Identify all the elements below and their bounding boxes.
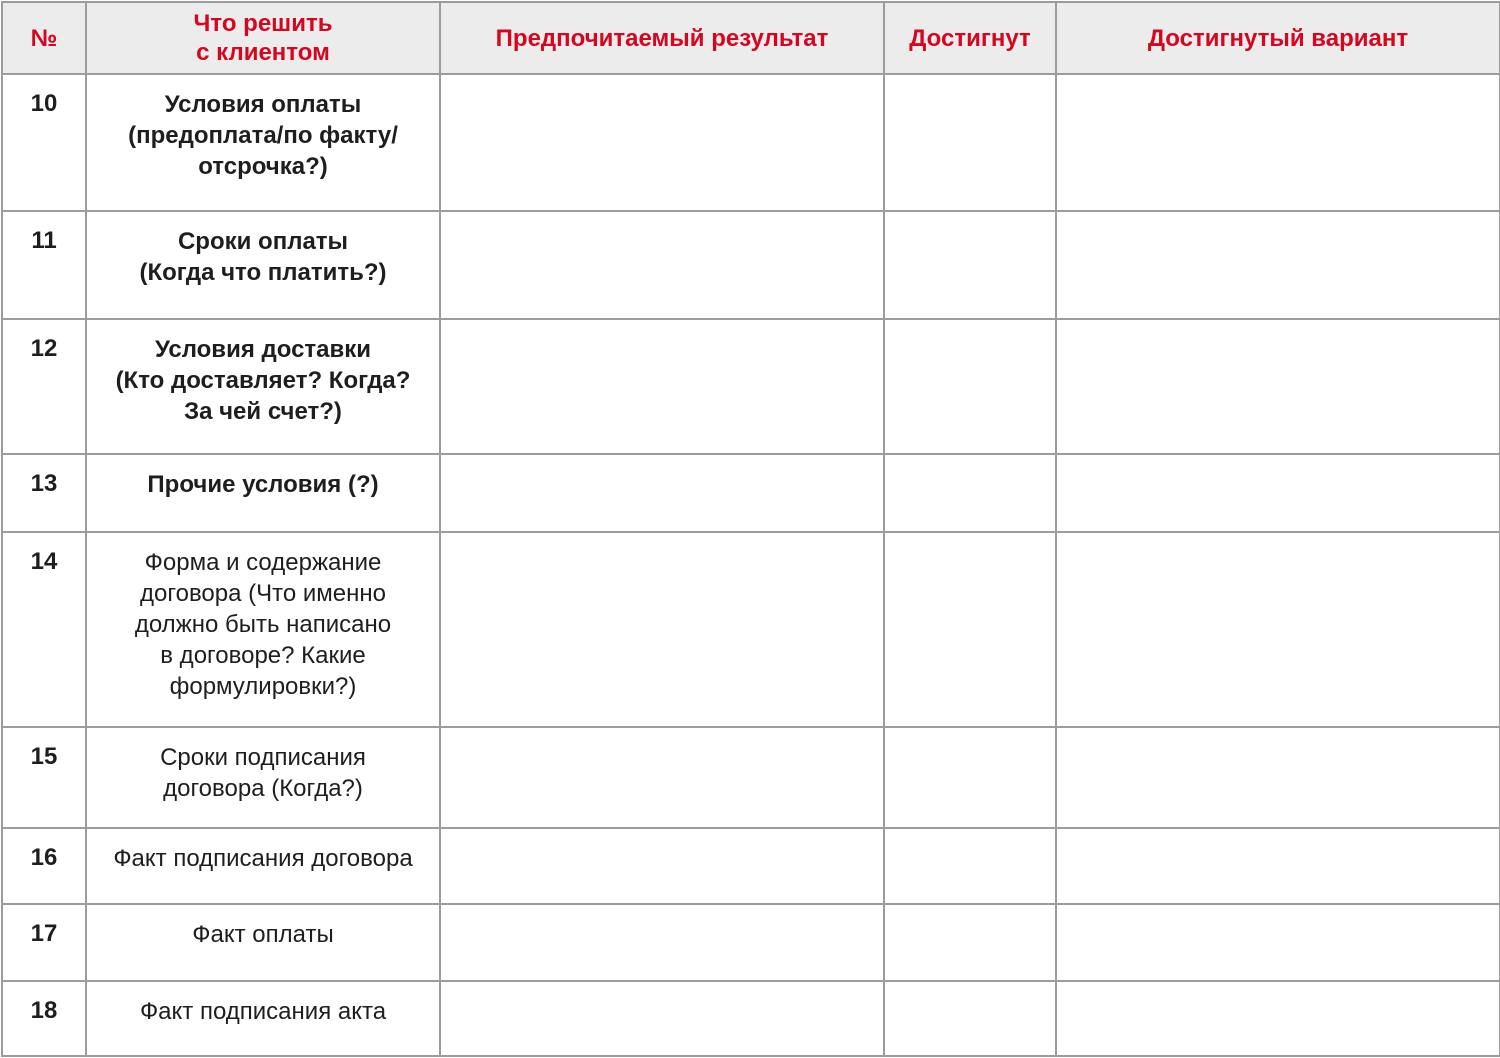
achieved-variant-cell[interactable] [1056, 211, 1500, 319]
achieved-variant-cell[interactable] [1056, 981, 1500, 1056]
topic-line: Факт подписания договора [113, 845, 413, 872]
topic-line: Условия доставки [154, 336, 372, 363]
header-row [2, 2, 1500, 74]
preferred-result-cell[interactable] [440, 727, 884, 828]
achieved-cell[interactable] [884, 828, 1056, 904]
row-number: 17 [2, 904, 86, 981]
row-number: 12 [2, 319, 86, 454]
preferred-result-cell[interactable] [440, 319, 884, 454]
topic-line: должно быть написано [134, 611, 392, 638]
row-topic [86, 981, 440, 1056]
table-row [2, 319, 1500, 454]
preferred-result-cell[interactable] [440, 981, 884, 1056]
table-row [2, 211, 1500, 319]
topic-line: договора (Что именно [140, 580, 386, 607]
achieved-cell[interactable] [884, 727, 1056, 828]
topic-line: Форма и содержание [144, 549, 382, 576]
preferred-result-cell[interactable] [440, 828, 884, 904]
table-row [2, 904, 1500, 981]
achieved-cell[interactable] [884, 74, 1056, 211]
preferred-result-cell[interactable] [440, 454, 884, 532]
achieved-variant-cell[interactable] [1056, 319, 1500, 454]
header-topic-line: с клиентом [196, 39, 330, 66]
row-topic [86, 828, 440, 904]
preferred-result-cell[interactable] [440, 74, 884, 211]
topic-line: Прочие условия (?) [147, 471, 379, 498]
negotiation-table [1, 1, 1500, 1057]
achieved-cell[interactable] [884, 532, 1056, 727]
row-topic [86, 74, 440, 211]
preferred-result-cell[interactable] [440, 211, 884, 319]
header-achieved: Достигнут [884, 2, 1056, 74]
row-number: 15 [2, 727, 86, 828]
table-row [2, 74, 1500, 211]
row-number: 18 [2, 981, 86, 1056]
topic-line: (предоплата/по факту/ [128, 122, 398, 149]
row-number: 14 [2, 532, 86, 727]
table-row [2, 454, 1500, 532]
table-row [2, 727, 1500, 828]
achieved-cell[interactable] [884, 904, 1056, 981]
topic-line: За чей счет?) [184, 398, 342, 425]
row-topic [86, 211, 440, 319]
topic-line: Сроки подписания [160, 744, 366, 771]
row-number: 11 [2, 211, 86, 319]
achieved-cell[interactable] [884, 319, 1056, 454]
achieved-cell[interactable] [884, 211, 1056, 319]
achieved-variant-cell[interactable] [1056, 454, 1500, 532]
row-topic [86, 319, 440, 454]
topic-line: в договоре? Какие [160, 642, 366, 669]
header-number: № [2, 2, 86, 74]
topic-line: (Когда что платить?) [139, 259, 387, 286]
topic-line: формулировки?) [169, 673, 357, 700]
row-topic [86, 727, 440, 828]
preferred-result-cell[interactable] [440, 904, 884, 981]
table-row [2, 828, 1500, 904]
header-preferred-result: Предпочитаемый результат [440, 2, 884, 74]
achieved-variant-cell[interactable] [1056, 74, 1500, 211]
achieved-variant-cell[interactable] [1056, 727, 1500, 828]
achieved-variant-cell[interactable] [1056, 828, 1500, 904]
row-topic [86, 904, 440, 981]
table-row [2, 532, 1500, 727]
topic-line: договора (Когда?) [163, 775, 363, 802]
topic-line: (Кто доставляет? Когда? [115, 367, 411, 394]
row-topic [86, 454, 440, 532]
preferred-result-cell[interactable] [440, 532, 884, 727]
row-number: 10 [2, 74, 86, 211]
row-topic [86, 532, 440, 727]
header-topic-line: Что решить [193, 10, 333, 37]
topic-line: Факт подписания акта [139, 998, 387, 1025]
achieved-variant-cell[interactable] [1056, 532, 1500, 727]
topic-line: отсрочка?) [198, 153, 328, 180]
topic-line: Сроки оплаты [177, 228, 349, 255]
achieved-variant-cell[interactable] [1056, 904, 1500, 981]
header-topic [86, 2, 440, 74]
achieved-cell[interactable] [884, 454, 1056, 532]
row-number: 13 [2, 454, 86, 532]
header-achieved-variant: Достигнутый вариант [1056, 2, 1500, 74]
row-number: 16 [2, 828, 86, 904]
achieved-cell[interactable] [884, 981, 1056, 1056]
table-row [2, 981, 1500, 1056]
topic-line: Факт оплаты [192, 921, 334, 948]
topic-line: Условия оплаты [164, 91, 362, 118]
